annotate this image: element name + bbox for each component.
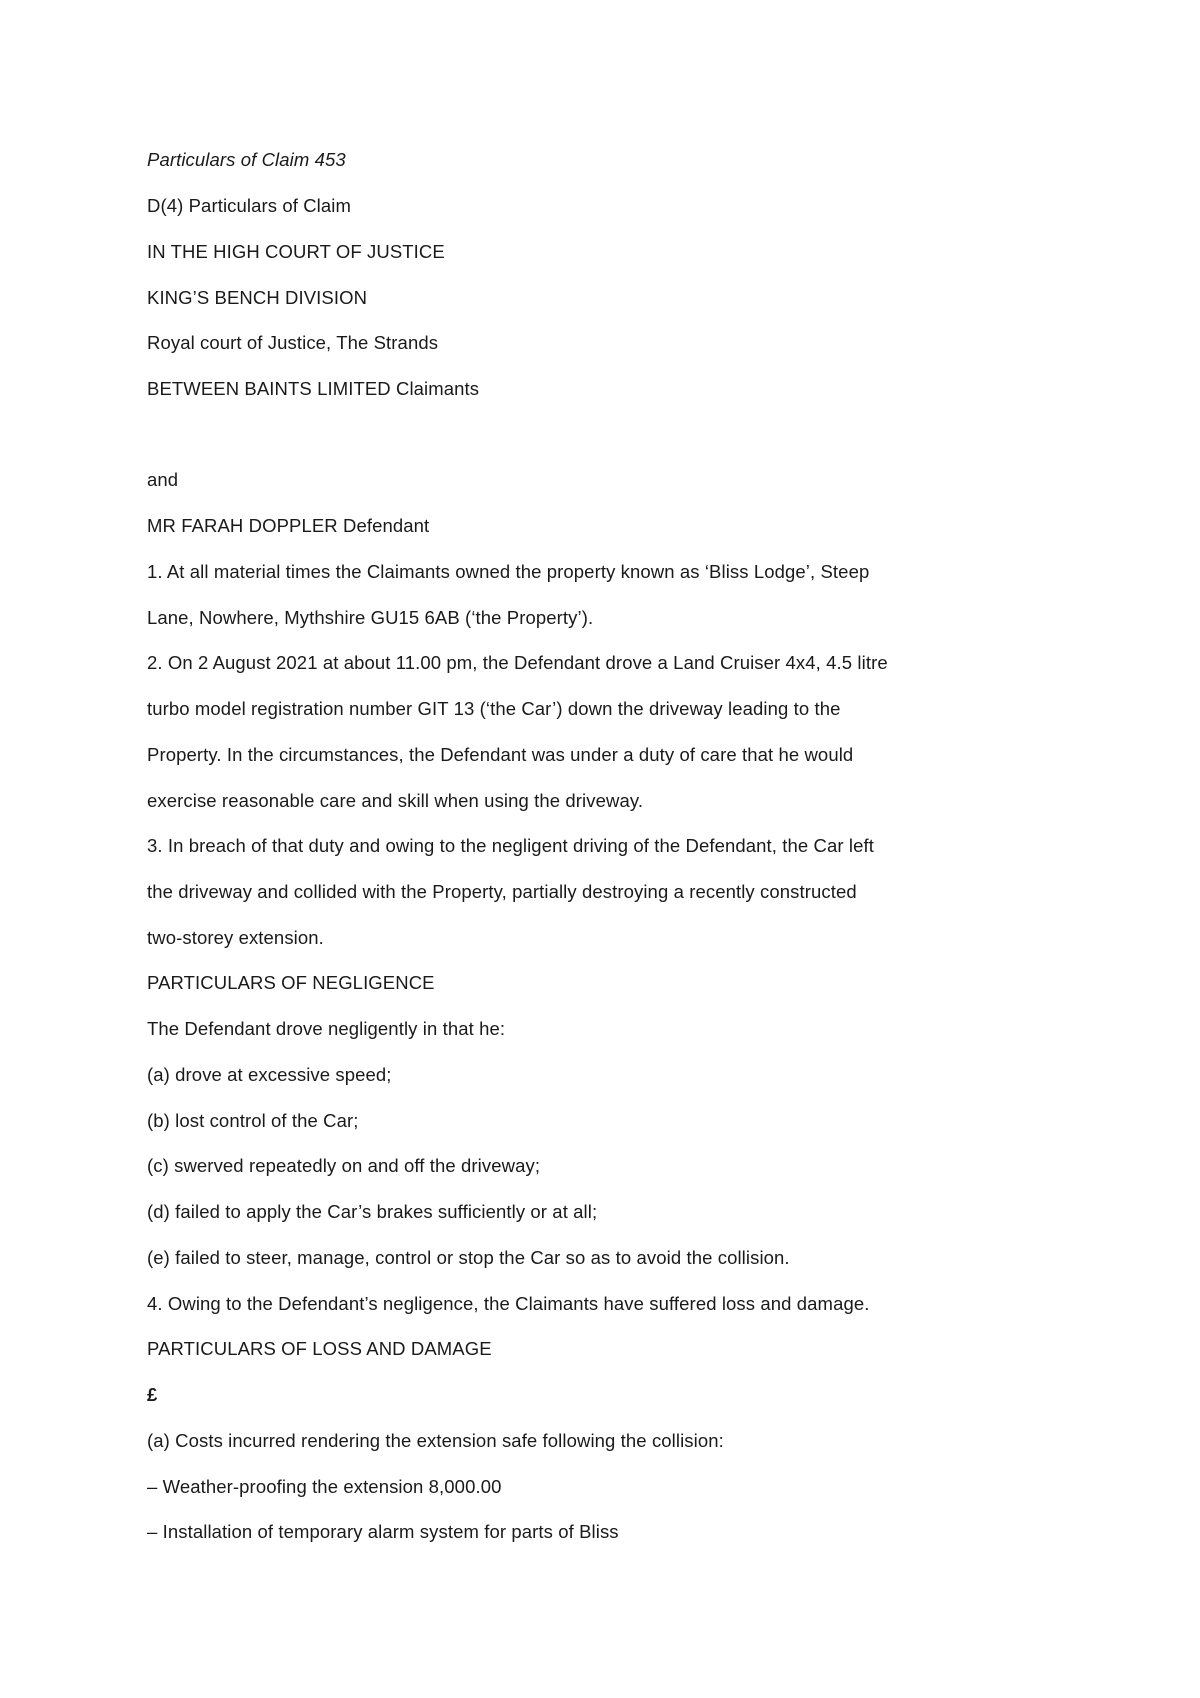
paragraph-4: 4. Owing to the Defendant’s negligence, the Claimants have suffered loss and damage. [147,1293,870,1314]
court-location: Royal court of Justice, The Strands [147,332,439,353]
negligence-intro: The Defendant drove negligently in that he: [147,1018,506,1039]
negligence-item-d: (d) failed to apply the Car’s brakes sufficiently or at all; [147,1201,598,1222]
court-division: KING’S BENCH DIVISION [147,287,368,308]
currency-symbol: £ [147,1384,158,1405]
paragraph-2-line-3: Property. In the circumstances, the Defendant was under a duty of care that he would [147,744,854,765]
negligence-heading: PARTICULARS OF NEGLIGENCE [147,972,435,993]
negligence-item-a: (a) drove at excessive speed; [147,1064,392,1085]
loss-subitem-1: – Weather-proofing the extension 8,000.00 [147,1476,502,1497]
document-header: Particulars of Claim 453 [147,149,346,170]
paragraph-3-line-2: the driveway and collided with the Property, partially destroying a recently constructed [147,881,857,902]
paragraph-3-line-1: 3. In breach of that duty and owing to the negligent driving of the Defendant, the Car left [147,835,874,856]
loss-item-a: (a) Costs incurred rendering the extension safe following the collision: [147,1430,724,1451]
paragraph-1-line-1: 1. At all material times the Claimants owned the property known as ‘Bliss Lodge’, Steep [147,561,870,582]
negligence-item-c: (c) swerved repeatedly on and off the driveway; [147,1155,541,1176]
paragraph-2-line-1: 2. On 2 August 2021 at about 11.00 pm, the Defendant drove a Land Cruiser 4x4, 4.5 litre [147,652,888,673]
paragraph-1-line-2: Lane, Nowhere, Mythshire GU15 6AB (‘the Property’). [147,607,594,628]
paragraph-2-line-4: exercise reasonable care and skill when using the driveway. [147,790,644,811]
negligence-item-e: (e) failed to steer, manage, control or stop the Car so as to avoid the collision. [147,1247,790,1268]
court-name: IN THE HIGH COURT OF JUSTICE [147,241,445,262]
defendant-party: MR FARAH DOPPLER Defendant [147,515,430,536]
claimant-party: BETWEEN BAINTS LIMITED Claimants [147,378,480,399]
paragraph-2-line-2: turbo model registration number GIT 13 (‘the Car’) down the driveway leading to the [147,698,841,719]
loss-subitem-2: – Installation of temporary alarm system for parts of Bliss [147,1521,619,1542]
parties-and: and [147,469,179,490]
negligence-item-b: (b) lost control of the Car; [147,1110,359,1131]
paragraph-3-line-3: two-storey extension. [147,927,324,948]
loss-heading: PARTICULARS OF LOSS AND DAMAGE [147,1338,492,1359]
form-title: D(4) Particulars of Claim [147,195,351,216]
